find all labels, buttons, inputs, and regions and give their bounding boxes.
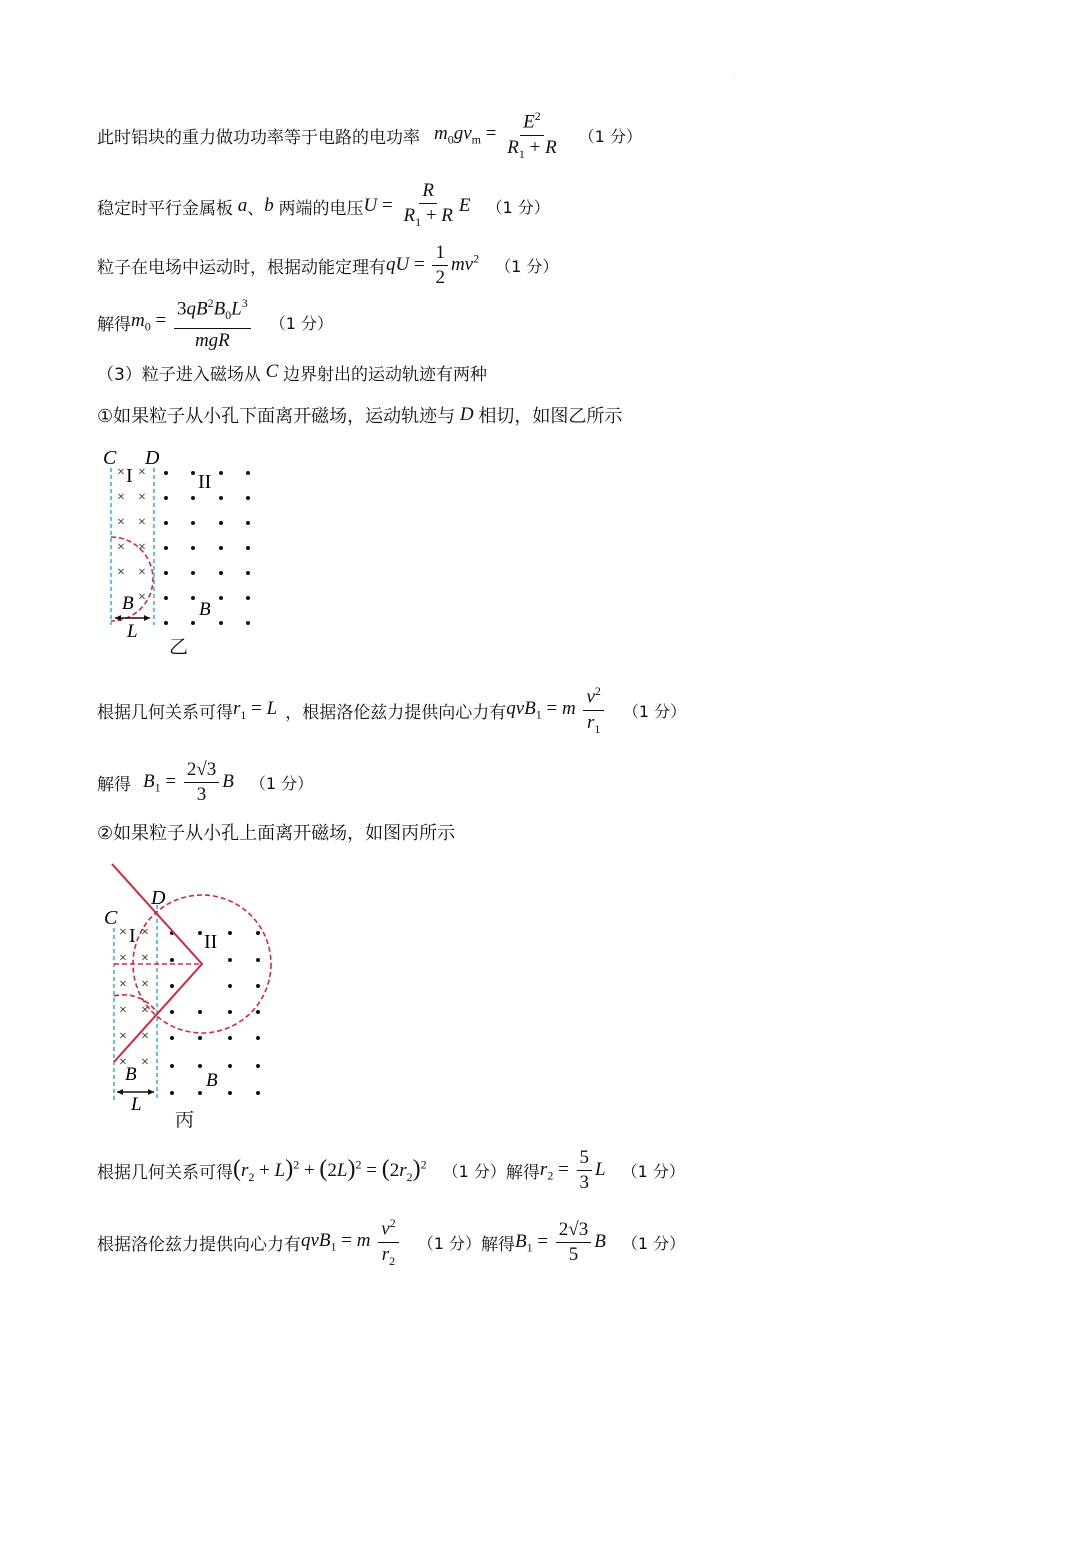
formula-geometry-2: $(r_2 + L)^2 + (2L)^2 = (2r_2)^2$ [233,1155,427,1184]
svg-text:×: × [117,465,125,480]
score: （1 分） [486,197,550,217]
text-part3-2: 边界射出的运动轨迹有两种 [283,364,488,385]
score: （1 分） [578,126,642,146]
svg-text:×: × [117,490,125,505]
formula-lorentz-1: qvB$_1$ = m $\frac{v^2}{r_1}$ [506,680,607,739]
label-d: D [151,887,166,909]
figure-yi [95,440,275,640]
line-lorentz-2 [97,1212,685,1272]
svg-text:×: × [119,1029,127,1044]
svg-text:×: × [138,465,146,480]
text-lorentz-1: ，根据洛伦兹力提供向心力有 [285,702,507,723]
score: （1 分） [622,701,687,721]
label-l: L [131,1094,142,1110]
score: （1 分） [442,1161,506,1181]
fraction-e2-over-r: $\frac{E^2}{R_1 + R}$ [504,105,559,164]
line-case1: ①如果粒子从小孔下面离开磁场，运动轨迹与 D 相切，如图乙所示 [97,404,623,427]
text-lorentz-2: 根据洛伦兹力提供向心力有 [97,1234,301,1255]
svg-text:×: × [119,1003,127,1018]
label-region-i: I [129,925,136,947]
figure-bing [95,860,295,1110]
label-c: C [103,447,117,469]
text-geometry-1: 根据几何关系可得 [97,702,233,723]
label-region-ii: II [198,471,212,493]
svg-text:×: × [117,565,125,580]
svg-text:×: × [141,977,149,992]
label-l: L [127,621,138,640]
line-geometry-2 [97,1140,685,1200]
svg-text:×: × [141,1029,149,1044]
svg-text:×: × [138,490,146,505]
svg-text:×: × [119,951,127,966]
formula-power: $m_0gv_m$ = $\frac{E^2}{R_1 + R}$ [434,105,563,164]
text-case1: ①如果粒子从小孔下面离开磁场，运动轨迹与 [97,406,456,427]
score: （1 分） [621,1161,685,1181]
formula-r2: $r_2$ = $\frac{5}{3}$ L [539,1146,606,1193]
score: （1 分） [621,1233,686,1253]
formula-r1: $r_1 = L$ [233,697,278,722]
text-power-balance: 此时铝块的重力做功功率等于电路的电功率 [97,127,420,148]
corner-mark: ' [733,74,735,81]
text-case2: ②如果粒子从小孔上面离开磁场，如图丙所示 [97,823,456,844]
svg-text:×: × [141,1055,149,1070]
text-plate-voltage: 稳定时平行金属板 [97,198,233,219]
label-region-ii: II [204,931,218,953]
text-plate-voltage-2: 两端的电压 [278,198,364,219]
line-power-balance [97,105,642,165]
label-b-left: B [122,593,134,614]
text-solve: 解得 [97,774,131,795]
label-b-right: B [199,599,211,620]
text-solve: 解得 [505,1162,540,1183]
label-b-left: B [125,1064,137,1085]
text-case1-2: 相切，如图乙所示 [478,406,623,427]
line-part3: （3）粒子进入磁场从 C 边界射出的运动轨迹有两种 [97,361,488,385]
svg-text:×: × [138,515,146,530]
line-case2 [97,802,455,862]
text-geometry-2: 根据几何关系可得 [97,1162,233,1183]
text-solve: 解得 [480,1234,515,1255]
label-c: C [104,907,118,929]
score: （1 分） [249,773,314,793]
svg-text:×: × [119,925,127,940]
text-solve: 解得 [97,314,131,335]
score: （1 分） [269,313,334,333]
score: （1 分） [417,1233,481,1253]
label-b-right: B [206,1070,218,1091]
formula-kinetic: qU = $\frac{1}{2}$ $mv^2$ [386,241,480,288]
score: （1 分） [495,256,559,276]
svg-text:×: × [138,565,146,580]
text-part3: （3）粒子进入磁场从 [97,364,261,385]
figure-caption-yi: 乙 [169,636,189,658]
svg-text:×: × [117,515,125,530]
svg-text:×: × [141,951,149,966]
figure-caption-bing: 丙 [175,1109,195,1131]
separator: 、 [247,198,265,219]
svg-text:×: × [141,1003,149,1018]
formula-b1-b: $B_1$ = $\frac{2√3}{5}$ B [514,1218,606,1265]
svg-text:×: × [138,540,146,555]
line-geometry-1 [97,680,686,740]
formula-m0: $m_0$ = $\frac{3qB^2B_0L^3}{\text{mgR}}$ [131,292,254,351]
svg-text:×: × [117,540,125,555]
text-kinetic-energy: 粒子在电场中运动时，根据动能定理有 [97,257,386,278]
formula-b1-a: $B_1$ = $\frac{2√3}{3}$ B [143,758,234,805]
svg-text:×: × [141,925,149,940]
svg-text:×: × [119,1055,127,1070]
svg-text:×: × [138,590,146,605]
line-plate-voltage: 稳定时平行金属板 a 、 b 两端的电压 U = $\frac{R}{R_1 + R}$ E （1 分） [97,176,550,236]
label-region-i: I [126,465,133,487]
svg-text:×: × [119,977,127,992]
formula-lorentz-2: qvB$_1$ = m $\frac{v^2}{r_2}$ [301,1212,402,1271]
line-kinetic-energy [97,235,558,295]
label-d: D [145,447,160,469]
formula-voltage: U = $\frac{R}{R_1 + R}$ E [363,179,471,229]
